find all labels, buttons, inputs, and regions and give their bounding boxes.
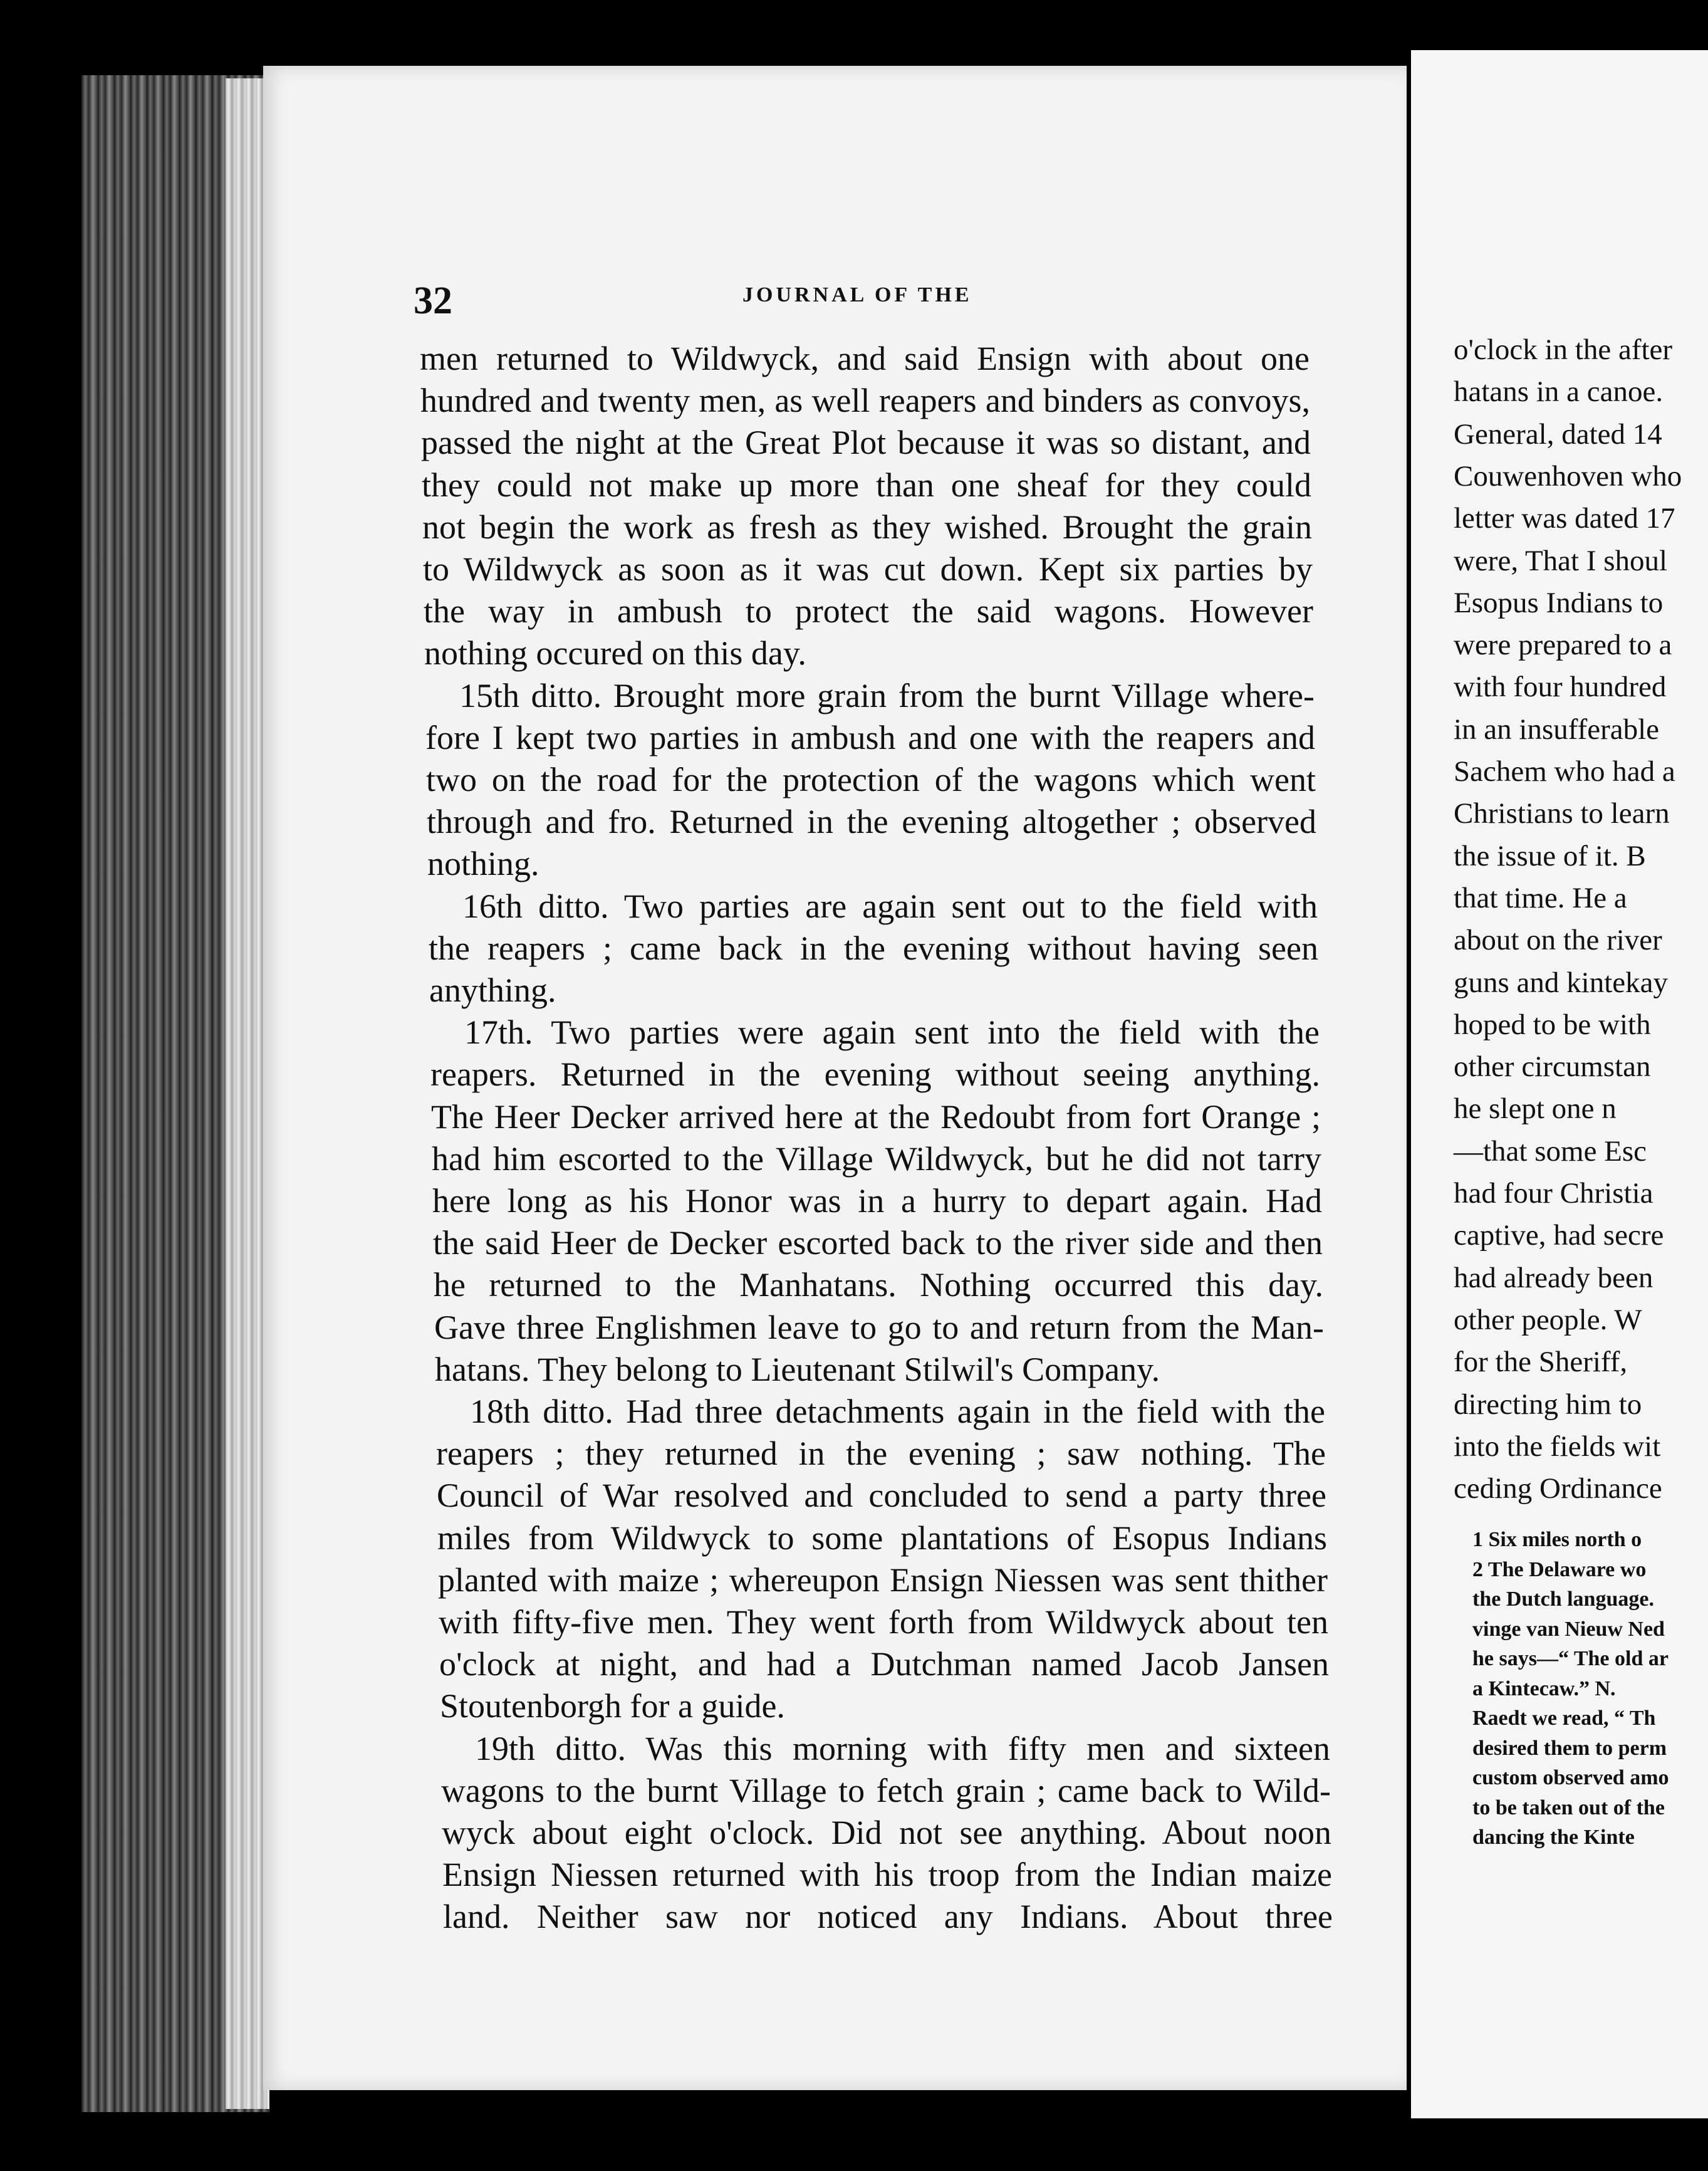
footnote-line: custom observed amo (1472, 1766, 1669, 1789)
right-page-line: directing him to (1454, 1388, 1642, 1421)
body-line: Ensign Niessen returned with his troop from the Indian maize (442, 1856, 1332, 1894)
right-page-line: o'clock in the after (1454, 333, 1673, 366)
right-page-line: Christians to learn (1454, 797, 1670, 830)
footnote-line: a Kintecaw.” N. (1472, 1677, 1616, 1700)
body-line: through and fro. Returned in the evening altogether ; observed (427, 803, 1316, 841)
right-page-line: Sachem who had a (1454, 755, 1675, 788)
footnote-line: to be taken out of the (1472, 1796, 1665, 1819)
right-page-line: ceding Ordinance (1454, 1472, 1662, 1505)
right-page-line: were, That I shoul (1454, 544, 1668, 577)
body-line: with fifty-five men. They went forth from Wildwyck about ten (439, 1603, 1328, 1641)
footnote-line: he says—“ The old ar (1472, 1647, 1669, 1670)
right-page-line: General, dated 14 (1454, 417, 1662, 451)
right-page-line: letter was dated 17 (1454, 502, 1675, 535)
right-page-line: for the Sheriff, (1454, 1346, 1628, 1379)
body-line: 16th ditto. Two parties are again sent out to the field with (462, 887, 1318, 925)
body-line: here long as his Honor was in a hurry to depart again. Had (432, 1182, 1322, 1220)
footnote-line: 2 The Delaware wo (1472, 1557, 1647, 1581)
footnote-line: the Dutch language. (1472, 1588, 1654, 1611)
body-line: to Wildwyck as soon as it was cut down. Kept six parties by (423, 550, 1313, 588)
body-line: the said Heer de Decker escorted back to the river side and then (433, 1224, 1323, 1262)
body-line: Stoutenborgh for a guide. (440, 1687, 785, 1725)
right-page-line: Couwenhoven who (1454, 459, 1682, 493)
right-page-line: Esopus Indians to (1454, 586, 1664, 619)
body-line: nothing. (427, 845, 539, 883)
body-line: 18th ditto. Had three detachments again in the field with the (470, 1393, 1325, 1430)
body-line: Gave three Englishmen leave to go to and return from the Man- (434, 1308, 1324, 1346)
body-line: Council of War resolved and concluded to send a party three (437, 1477, 1326, 1515)
body-line: wyck about eight o'clock. Did not see anything. About noon (442, 1814, 1331, 1851)
body-line: The Heer Decker arrived here at the Redoubt from fort Orange ; (431, 1097, 1321, 1136)
right-page-line: hoped to be with (1454, 1008, 1651, 1041)
body-line: men returned to Wildwyck, and said Ensign with about one (420, 340, 1310, 377)
right-page-line: had four Christia (1454, 1177, 1653, 1210)
right-page-line: with four hundred (1454, 671, 1667, 704)
right-page-line: hatans in a canoe. (1454, 375, 1664, 409)
right-page-line: guns and kintekay (1454, 966, 1668, 999)
body-line: nothing occured on this day. (424, 634, 806, 672)
right-page-line: had already been (1454, 1261, 1653, 1294)
right-page-line: captive, had secre (1454, 1219, 1664, 1252)
right-page-line: in an insufferable (1454, 713, 1660, 746)
body-line: land. Neither saw nor noticed any Indians. About three (443, 1898, 1333, 1936)
body-line: 19th ditto. Was this morning with fifty men and sixteen (475, 1729, 1330, 1767)
right-page-line: the issue of it. B (1454, 839, 1646, 872)
body-line: passed the night at the Great Plot because it was so distant, and (421, 424, 1311, 462)
body-line: hundred and twenty men, as well reapers and binders as convoys, (420, 382, 1310, 420)
right-page-line: he slept one n (1454, 1092, 1617, 1126)
body-line: anything. (429, 971, 556, 1009)
body-line: planted with maize ; whereupon Ensign Niessen was sent thither (438, 1561, 1328, 1599)
right-page-line: that time. He a (1454, 881, 1627, 914)
body-line: two on the road for the protection of the wagons which went (426, 761, 1316, 798)
body-line: o'clock at night, and had a Dutchman named Jacob Jansen (439, 1645, 1329, 1683)
body-line: wagons to the burnt Village to fetch grain ; came back to Wild- (441, 1771, 1331, 1809)
footnote-line: vinge van Nieuw Ned (1472, 1617, 1665, 1641)
body-line: 17th. Two parties were again sent into the field with the (464, 1013, 1320, 1052)
page-number: 32 (414, 280, 452, 322)
body-line: reapers ; they returned in the evening ; saw nothing. The (436, 1435, 1326, 1473)
right-page-line: —that some Esc (1454, 1134, 1647, 1168)
body-line: reapers. Returned in the evening without seeing anything. (430, 1055, 1320, 1094)
right-page-line: other people. W (1454, 1303, 1642, 1336)
footnote-line: desired them to perm (1472, 1736, 1667, 1760)
body-line: he returned to the Manhatans. Nothing occurred this day. (434, 1266, 1323, 1304)
footnote-line: Raedt we read, “ Th (1472, 1707, 1656, 1730)
right-page-line: were prepared to a (1454, 629, 1672, 662)
footnote-line: dancing the Kinte (1472, 1826, 1635, 1849)
body-line: 15th ditto. Brought more grain from the burnt Village where- (459, 676, 1315, 714)
body-line: fore I kept two parties in ambush and one with the reapers and (425, 718, 1315, 756)
running-head: JOURNAL OF THE (742, 283, 972, 306)
right-page-line: into the fields wit (1454, 1430, 1661, 1463)
body-line: miles from Wildwyck to some plantations of Esopus Indians (437, 1519, 1327, 1557)
body-line: had him escorted to the Village Wildwyck, but he did not tarry (432, 1139, 1321, 1178)
right-page-line: other circumstan (1454, 1050, 1651, 1084)
body-line: not begin the work as fresh as they wished. Brought the grain (422, 508, 1312, 546)
body-line: the way in ambush to protect the said wagons. However (424, 592, 1313, 630)
right-page-line: about on the river (1454, 924, 1662, 957)
body-line: they could not make up more than one sheaf for they could (422, 466, 1311, 504)
body-line: hatans. They belong to Lieutenant Stilwil's Company. (435, 1350, 1160, 1388)
footnote-line: 1 Six miles north o (1472, 1528, 1642, 1551)
body-line: the reapers ; came back in the evening without having seen (429, 929, 1318, 967)
